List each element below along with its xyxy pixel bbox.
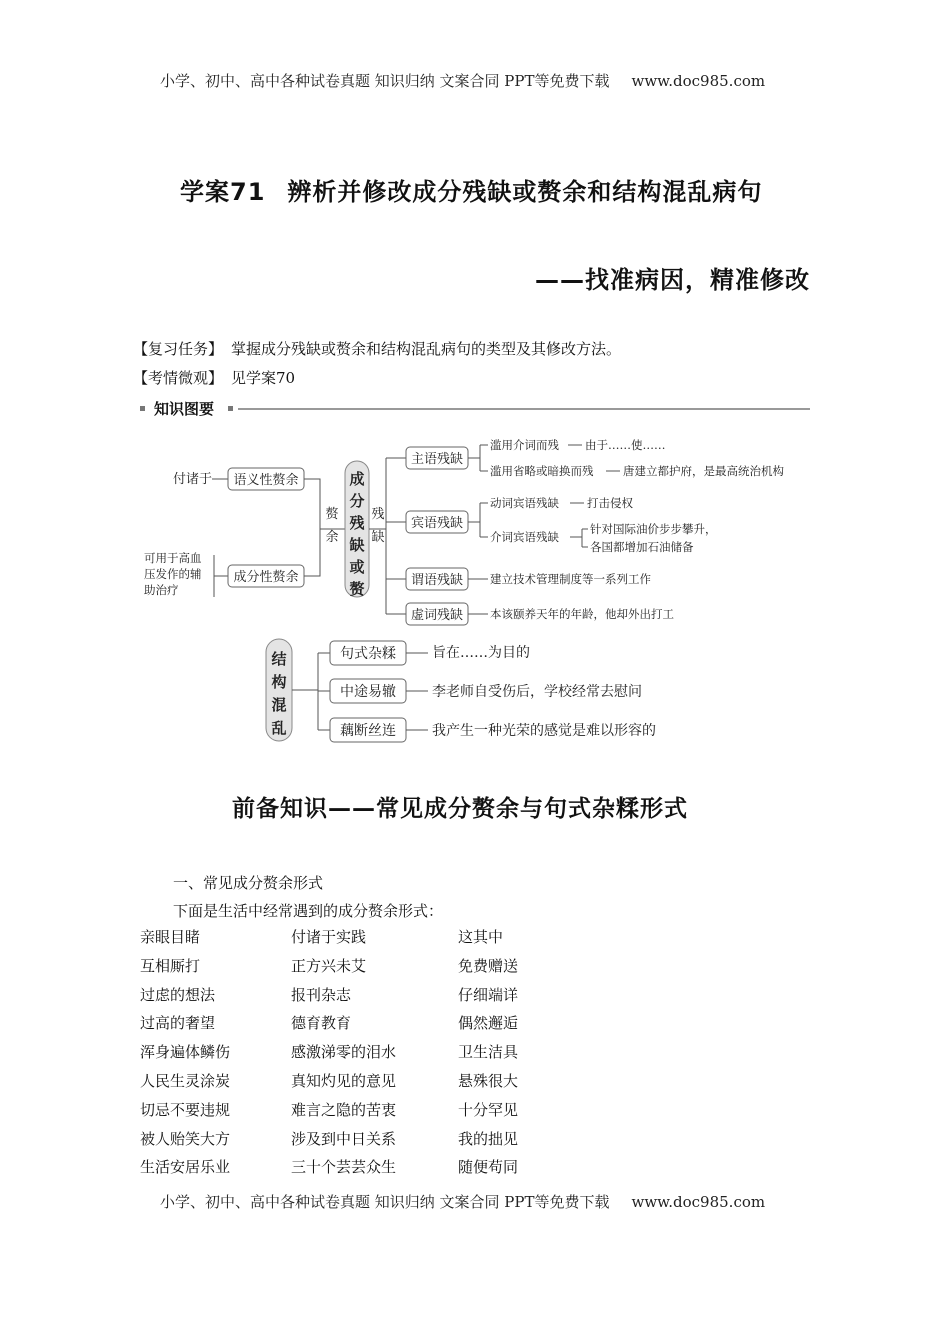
list-item: 偶然邂逅 [458,1014,519,1033]
mm-missing-ex-1-2: 唐建立都护府，是最高统治机构 [623,464,784,478]
mm-redundancy-example-2a: 可用于高血 [144,551,202,565]
mm-center-char: 成 [349,470,365,488]
mm-structure-label-2: 中途易辙 [340,684,396,700]
part1-intro: 下面是生活中经常遇到的成分赘余形式： [173,902,444,920]
list-item: 互相厮打 [140,956,201,975]
header-url[interactable]: www.doc985.com [631,72,766,90]
mm-missing-sub-1-1: 滥用介词而残 [490,438,559,452]
mm-missing-ex-2-2a: 针对国际油价步步攀升， [590,522,717,536]
list-item: 我的拙见 [458,1129,519,1148]
list-item: 生活安居乐业 [140,1158,231,1177]
list-item: 过高的奢望 [140,1014,216,1033]
list-item: 切忌不要违规 [140,1100,231,1119]
mm-missing-label-4: 虚词残缺 [410,608,464,623]
mm-structure-label-3: 藕断丝连 [340,723,396,739]
mm-connector [304,479,320,576]
list-row [140,1128,640,1157]
list-item: 难言之隐的苦衷 [291,1100,397,1119]
bullet-square-icon [140,406,145,411]
mm-structure-char: 构 [271,673,287,691]
mm-branch-redundancy-1: 赘 [325,507,339,522]
mm-structure-char: 结 [271,650,287,668]
redundancy-list [140,926,640,1185]
list-item: 悬殊很大 [458,1071,519,1090]
page-header [160,70,765,91]
mm-branch-missing-2: 缺 [371,530,385,545]
list-item: 十分罕见 [458,1100,519,1119]
review-task-text: 掌握成分残缺或赘余和结构混乱病句的类型及其修改方法。 [231,340,622,358]
list-row [140,984,640,1013]
mm-missing-sub-2-2: 介词宾语残缺 [490,530,559,544]
mm-center-char: 残 [349,514,365,532]
list-item: 报刊杂志 [291,985,352,1004]
list-item: 涉及到中日关系 [291,1129,397,1148]
mm-connector [468,445,488,471]
list-item: 人民生灵涂炭 [140,1071,231,1090]
mm-branch-redundancy-2: 余 [325,530,339,545]
list-item: 付诸于实践 [291,928,367,946]
list-row [140,955,640,984]
exam-view-text: 见学案70 [231,369,296,387]
section-header [140,398,810,420]
list-item: 过虑的想法 [140,985,216,1004]
list-row [140,1070,640,1099]
mm-connector [468,503,488,537]
knowledge-mindmap [130,425,820,750]
list-row [140,1099,640,1128]
mm-structure-char: 乱 [271,719,287,737]
section-divider [238,408,810,410]
exam-view [133,367,295,388]
list-row [140,1156,640,1185]
footer-url[interactable]: www.doc985.com [631,1193,766,1211]
mm-redundancy-example-1: 付诸于 [173,472,213,487]
list-item: 被人贻笑大方 [140,1129,231,1148]
review-task [133,338,621,359]
mm-structure-ex-1: 旨在……为目的 [432,645,530,661]
list-item: 卫生洁具 [458,1043,519,1062]
list-item: 免费赠送 [458,956,519,975]
list-item: 仔细端详 [458,985,519,1004]
list-row [140,1041,640,1070]
mm-missing-ex-3: 建立技术管理制度等一系列工作 [490,572,651,586]
mm-branch-missing-1: 残 [371,507,385,522]
mm-redundancy-label-2: 成分性赘余 [233,570,299,585]
list-item: 浑身遍体鳞伤 [140,1043,231,1062]
page-subtitle: ——找准病因，精准修改 [535,266,810,294]
list-item: 这其中 [458,928,504,946]
footer-text: 小学、初中、高中各种试卷真题 知识归纳 文案合同 PPT等免费下载 [160,1193,610,1211]
mm-structure-ex-2: 李老师自受伤后，学校经常去慰问 [432,684,642,700]
review-task-label: 【复习任务】 [133,340,224,358]
list-item: 真知灼见的意见 [291,1071,397,1090]
mm-missing-ex-2-2b: 各国都增加石油储备 [590,540,694,554]
mm-missing-ex-1-1: 由于……使…… [585,438,666,452]
mm-redundancy-example-2c: 助治疗 [144,583,179,597]
mm-center-char: 缺 [349,536,365,554]
mm-missing-ex-4: 本该颐养天年的年龄，他却外出打工 [490,607,674,621]
mm-connector [570,529,588,547]
header-text: 小学、初中、高中各种试卷真题 知识归纳 文案合同 PPT等免费下载 [160,72,610,90]
mm-missing-label-3: 谓语残缺 [410,573,464,588]
mm-structure-char: 混 [271,696,287,714]
page-title [180,172,762,207]
section2-title: 前备知识——常见成分赘余与句式杂糅形式 [232,796,688,822]
mm-structure-ex-3: 我产生一种光荣的感觉是难以形容的 [432,723,656,739]
mm-center-char: 赘 [349,580,365,598]
list-row [140,926,640,955]
part1-heading: 一、常见成分赘余形式 [173,874,324,892]
list-item: 感激涕零的泪水 [291,1043,397,1062]
page-footer [160,1191,765,1212]
list-item: 正方兴未艾 [291,956,367,975]
mm-missing-ex-2-1: 打击侵权 [587,496,633,510]
mm-missing-sub-2-1: 动词宾语残缺 [490,496,559,510]
list-item: 德育教育 [291,1014,352,1033]
mm-redundancy-example-2b: 压发作的辅 [144,567,202,581]
mm-missing-sub-1-2: 滥用省略或暗换而残 [490,464,594,478]
mm-redundancy-label-1: 语义性赘余 [233,473,299,488]
mm-missing-label-1: 主语残缺 [410,452,464,467]
mm-missing-label-2: 宾语残缺 [410,516,464,531]
section-header-text: 知识图要 [154,400,215,418]
title-number: 学案71 [180,178,266,206]
bullet-square-icon [228,406,233,411]
mm-center-char: 或 [349,558,365,576]
list-row [140,1012,640,1041]
mm-center-char: 分 [349,492,365,510]
title-text: 辨析并修改成分残缺或赘余和结构混乱病句 [287,178,763,206]
list-item: 三十个芸芸众生 [291,1158,397,1177]
exam-view-label: 【考情微观】 [133,369,224,387]
list-item: 亲眼目睹 [140,928,201,946]
list-item: 随便苟同 [458,1158,519,1177]
mm-structure-label-1: 句式杂糅 [340,646,396,662]
